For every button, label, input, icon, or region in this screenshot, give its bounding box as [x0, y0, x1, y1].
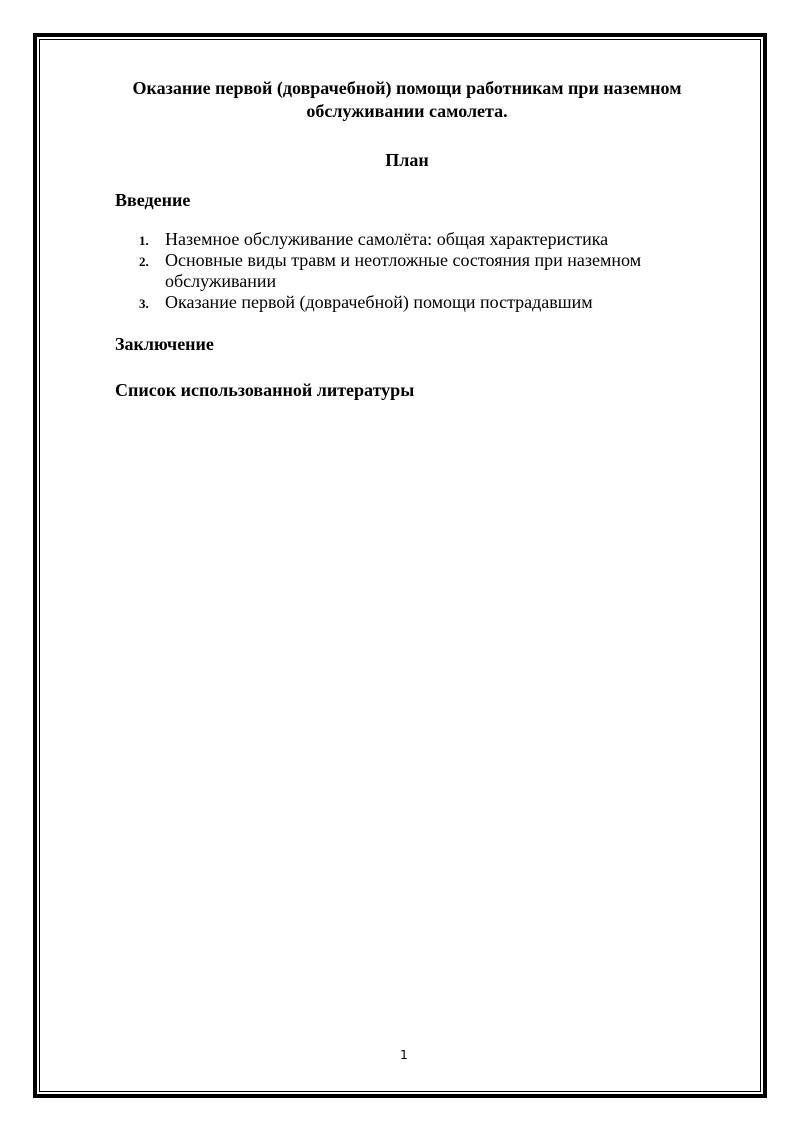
literature-heading: Список использованной литературы [115, 380, 415, 400]
plan-item-text: Наземное обслуживание самолёта: общая характеристика [165, 229, 609, 249]
plan-item [115, 292, 675, 313]
plan-item-text: Основные виды травм и неотложные состояния при наземном обслуживании [165, 250, 642, 291]
plan-item-text: Оказание первой (доврачебной) помощи пострадавшим [165, 292, 593, 312]
document-title: Оказание первой (доврачебной) помощи работникам при наземном обслуживании самолета. [132, 78, 682, 121]
plan-heading: План [385, 150, 429, 170]
plan-item-number: 2. [139, 254, 149, 269]
plan-item [115, 229, 675, 250]
plan-item-number: 3. [139, 296, 149, 311]
plan-item-number: 1. [139, 233, 149, 248]
plan-item [115, 250, 675, 292]
plan-list [115, 229, 675, 313]
intro-heading: Введение [115, 190, 191, 210]
conclusion-heading: Заключение [115, 334, 214, 354]
page-number: 1 [400, 1048, 408, 1062]
page-frame [33, 33, 767, 1098]
